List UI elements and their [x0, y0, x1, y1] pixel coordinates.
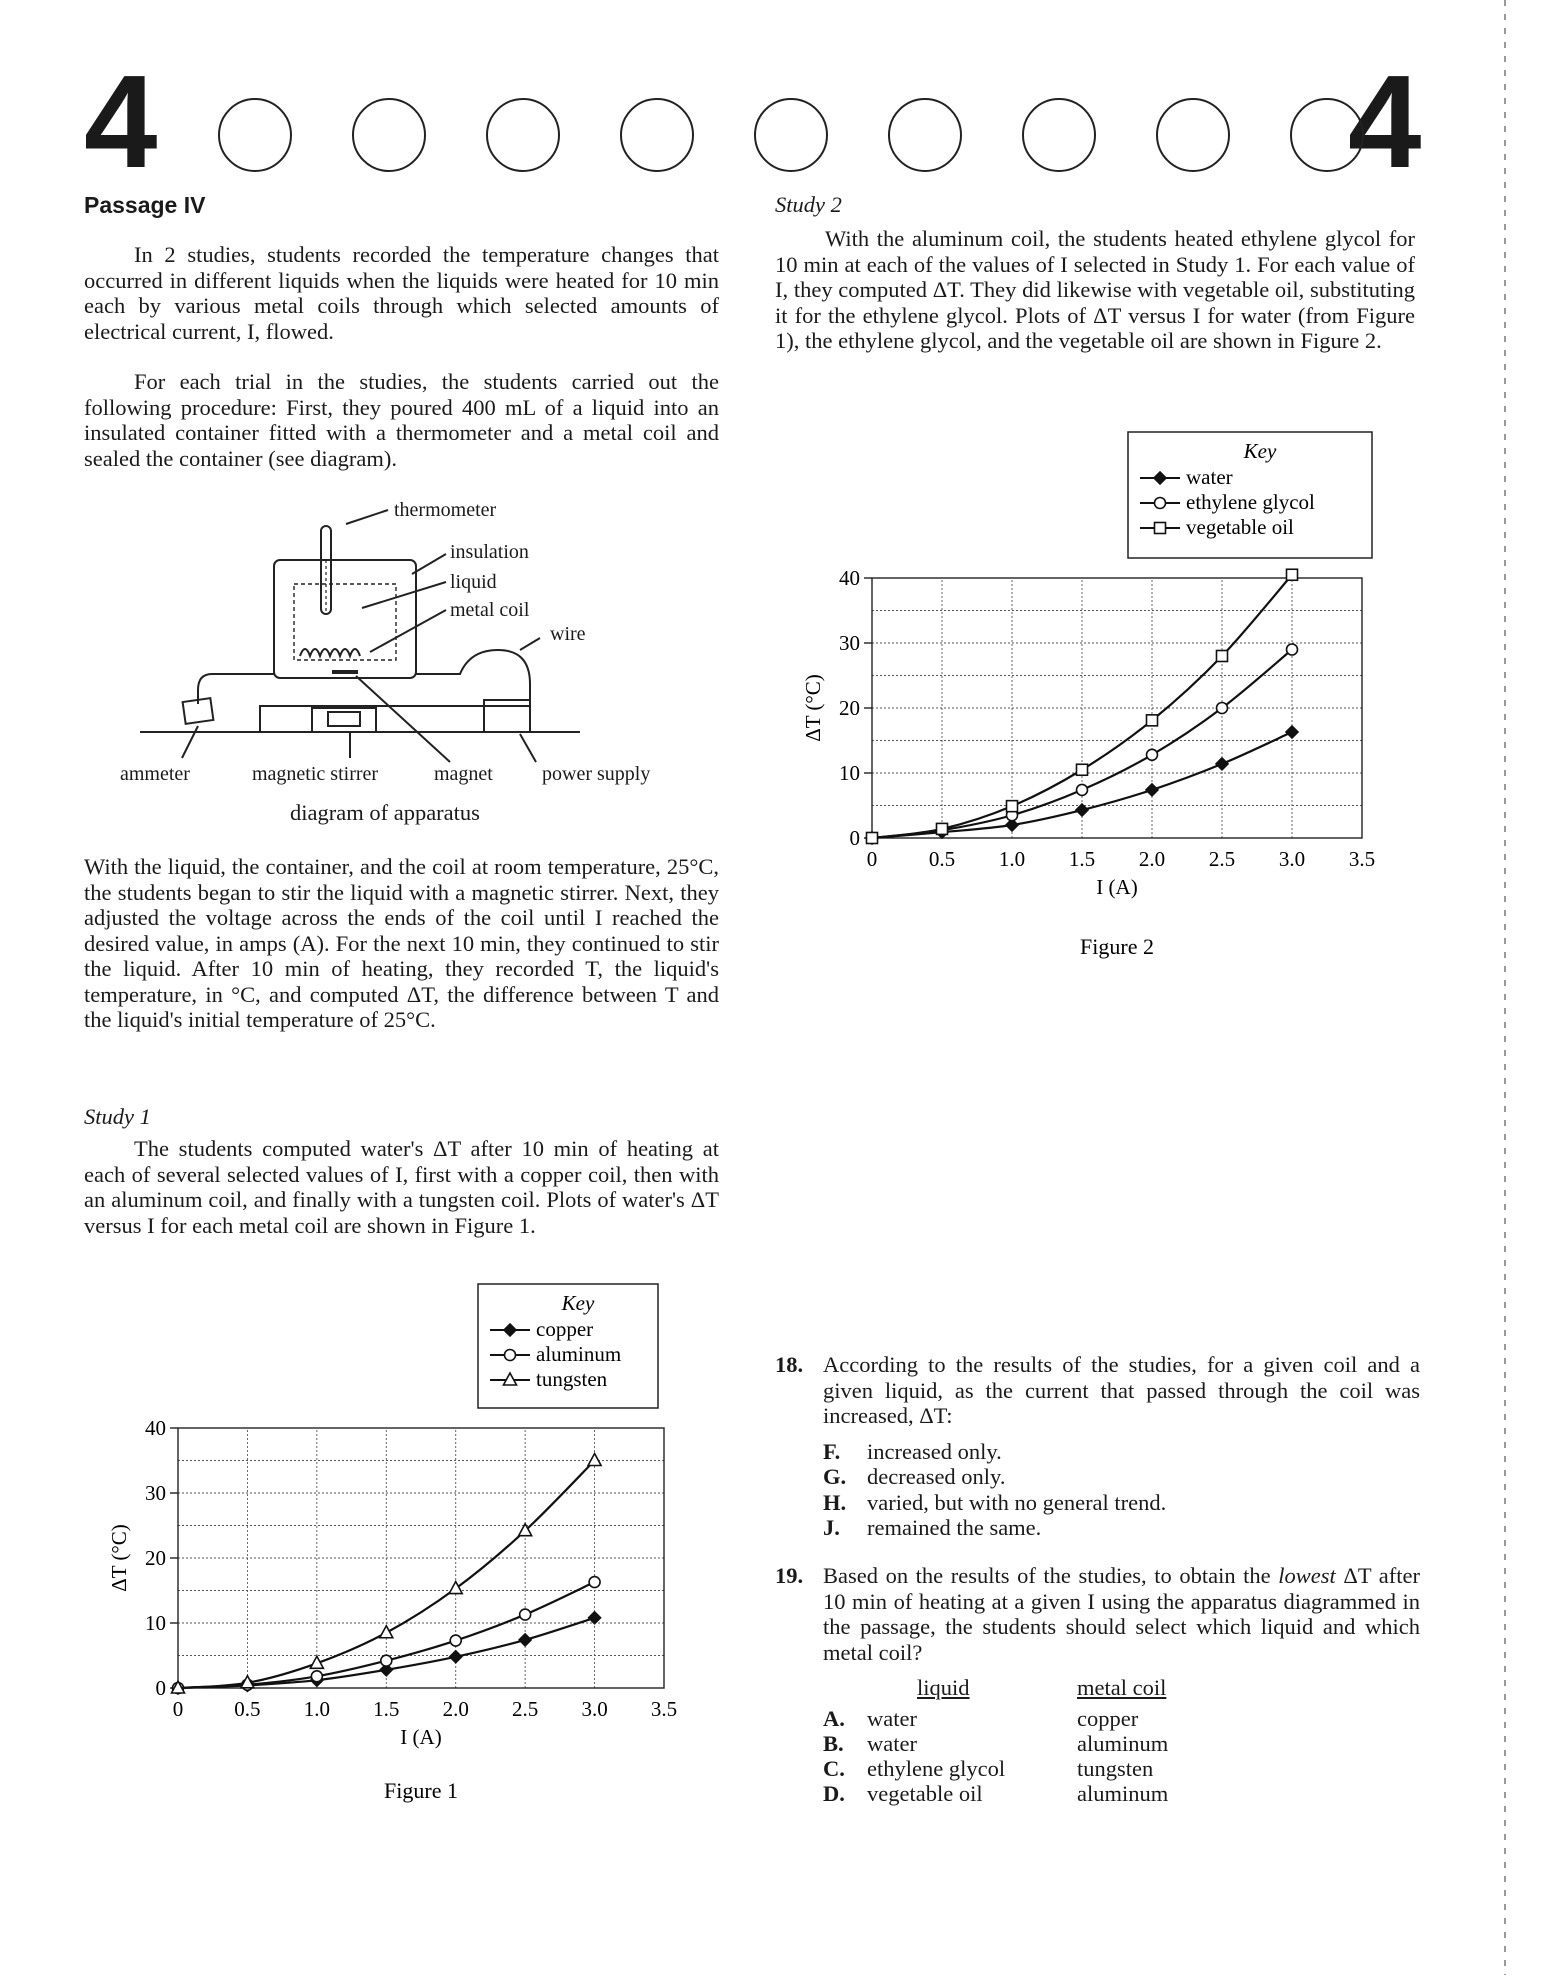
data-point — [1007, 801, 1018, 812]
x-tick-label: 3.0 — [1278, 847, 1306, 871]
label-magnet: magnet — [434, 763, 493, 785]
grid — [178, 1428, 664, 1688]
legend-entry: water — [1186, 465, 1233, 489]
label-magnetic-stirrer: magnetic stirrer — [252, 763, 379, 785]
x-tick-label: 1.0 — [303, 1697, 330, 1721]
series-line — [872, 575, 1292, 838]
data-point — [1217, 703, 1228, 714]
option-d[interactable]: D. vegetable oil aluminum — [823, 1781, 1169, 1806]
study2-title: Study 2 — [775, 192, 842, 217]
x-tick-label: 0.5 — [928, 847, 956, 871]
y-tick-label: 20 — [145, 1546, 166, 1570]
data-point — [1077, 784, 1088, 795]
section-number-left: 4 — [84, 48, 158, 195]
legend-title: Key — [561, 1291, 595, 1315]
figure-2-chart — [790, 428, 1390, 968]
data-point — [1147, 749, 1158, 760]
x-axis-label: I (A) — [400, 1725, 442, 1749]
x-tick-label: 0 — [172, 1697, 184, 1721]
data-point — [1146, 784, 1158, 796]
question-19-answer-table — [823, 1675, 1420, 1806]
question-18 — [775, 1352, 1420, 1541]
data-point — [450, 1651, 462, 1663]
apparatus-diagram — [100, 490, 720, 830]
data-point — [1287, 569, 1298, 580]
data-point — [1155, 523, 1166, 534]
header-circle — [218, 98, 292, 172]
y-tick-label: 40 — [839, 566, 860, 590]
header-circle — [352, 98, 426, 172]
data-point — [1217, 651, 1228, 662]
col-header-liquid: liquid — [917, 1675, 970, 1700]
grid — [872, 578, 1362, 838]
x-tick-label: 3.5 — [650, 1697, 678, 1721]
data-point — [589, 1612, 601, 1624]
label-insulation: insulation — [450, 541, 529, 563]
y-tick-label: 10 — [145, 1611, 166, 1635]
option-b[interactable]: B. water aluminum — [823, 1731, 1169, 1756]
legend — [1128, 432, 1372, 558]
x-axis-label: I (A) — [1096, 875, 1138, 899]
question-19-text: Based on the results of the studies, to obtain the lowest ΔT after 10 min of heating at a given I using the apparatus diagrammed in the passage, the students should select which liquid and which metal coil? — [823, 1563, 1420, 1665]
data-point — [589, 1577, 600, 1588]
figure-1-chart — [92, 1280, 692, 1803]
legend-title: Key — [1243, 439, 1277, 463]
option-a[interactable]: A. water copper — [823, 1706, 1139, 1731]
data-point — [450, 1635, 461, 1646]
thermometer-shape — [321, 526, 331, 614]
data-point — [311, 1671, 322, 1682]
x-tick-label: 2.5 — [1208, 847, 1236, 871]
data-point — [1077, 764, 1088, 775]
question-18-options — [823, 1439, 1420, 1541]
option-j[interactable]: J. remained the same. — [823, 1515, 1042, 1540]
header-circle — [888, 98, 962, 172]
header-circle — [486, 98, 560, 172]
data-point — [505, 1350, 516, 1361]
option-f[interactable]: F. increased only. — [823, 1438, 1002, 1464]
x-tick-label: 0.5 — [234, 1697, 261, 1721]
col-header-metal-coil: metal coil — [1077, 1675, 1167, 1700]
header-circle — [1156, 98, 1230, 172]
data-point — [380, 1626, 393, 1638]
header-circle — [1290, 98, 1364, 172]
x-tick-label: 2.0 — [1138, 847, 1166, 871]
question-19-number: 19. — [775, 1563, 804, 1588]
x-tick-label: 1.5 — [1068, 847, 1096, 871]
y-axis-label: ΔT (°C) — [801, 674, 825, 742]
option-h[interactable]: H. varied, but with no general trend. — [823, 1489, 1167, 1515]
data-point — [1216, 758, 1228, 770]
legend-entry: copper — [536, 1317, 594, 1341]
x-tick-label: 0 — [866, 847, 878, 871]
y-tick-label: 30 — [145, 1481, 166, 1505]
data-point — [1155, 498, 1166, 509]
data-point — [867, 833, 878, 844]
y-tick-label: 0 — [849, 826, 860, 850]
data-point — [1287, 644, 1298, 655]
data-point — [937, 823, 948, 834]
x-tick-label: 3.0 — [581, 1697, 608, 1721]
data-point — [449, 1582, 462, 1594]
header-circle — [1022, 98, 1096, 172]
label-thermometer: thermometer — [394, 499, 497, 521]
wire-right — [416, 650, 530, 700]
option-g[interactable]: G. decreased only. — [823, 1464, 1006, 1489]
study1-title: Study 1 — [84, 1104, 151, 1129]
label-liquid: liquid — [450, 571, 497, 593]
data-point — [520, 1609, 531, 1620]
question-18-text: According to the results of the studies, for a given coil and a given liquid, as the current that passed through the coil was increased, ΔT: — [823, 1352, 1420, 1428]
wire-left — [198, 674, 274, 704]
y-tick-label: 30 — [839, 631, 860, 655]
scan-edge — [1504, 0, 1506, 1975]
diagram-caption: diagram of apparatus — [290, 800, 480, 825]
y-axis-label: ΔT (°C) — [107, 1524, 131, 1592]
y-tick-label: 40 — [145, 1416, 166, 1440]
power-supply-box — [484, 700, 530, 732]
legend — [478, 1284, 658, 1408]
header-circle — [620, 98, 694, 172]
header-circle — [754, 98, 828, 172]
label-metal-coil: metal coil — [450, 599, 530, 621]
option-c[interactable]: C. ethylene glycol tungsten — [823, 1756, 1154, 1781]
data-point — [519, 1634, 531, 1646]
data-point — [1286, 726, 1298, 738]
intro-paragraph-1: In 2 studies, students recorded the temperature changes that occurred in different liquids when the liquids were heated for 10 min each by various metal coils through which selected amounts of electrical current, I, flowed. — [84, 242, 719, 344]
legend-entry: ethylene glycol — [1186, 490, 1315, 514]
figure-caption: Figure 2 — [1080, 934, 1154, 959]
y-tick-label: 20 — [839, 696, 860, 720]
label-ammeter: ammeter — [120, 763, 190, 785]
coil-shape — [300, 649, 360, 656]
x-tick-label: 1.5 — [373, 1697, 400, 1721]
x-tick-label: 3.5 — [1348, 847, 1376, 871]
intro-paragraph-2: For each trial in the studies, the students carried out the following procedure: First, they poured 400 mL of a liquid into an insulated container fitted with a thermometer and a metal coil and sealed the container (see diagram). — [84, 369, 719, 471]
container-outline — [274, 560, 416, 678]
procedure-paragraph: With the liquid, the container, and the coil at room temperature, 25°C, the students began to stir the liquid with a magnetic stirrer. Next, they adjusted the voltage across the ends of the coil until I reached the desired value, in amps (A). For the next 10 min, they continued to stir the liquid. After 10 min of heating, they recorded T, the liquid's temperature, in °C, and computed ΔT, the difference between T and the liquid's initial temperature of 25°C. — [84, 854, 719, 1032]
section-number-right: 4 — [1348, 48, 1422, 195]
label-power-supply: power supply — [542, 763, 651, 785]
legend-entry: tungsten — [536, 1367, 608, 1391]
x-tick-label: 2.0 — [442, 1697, 469, 1721]
base-shape — [260, 706, 530, 732]
question-18-number: 18. — [775, 1352, 804, 1377]
data-point — [1147, 715, 1158, 726]
legend-entry: aluminum — [536, 1342, 622, 1366]
data-point — [588, 1454, 601, 1466]
study1-paragraph: The students computed water's ΔT after 10 min of heating at each of several selected values of I, first with a copper coil, then with an aluminum coil, and finally with a tungsten coil. Plots of water's ΔT versus I for each metal coil are shown in Figure 1. — [84, 1136, 719, 1238]
figure-caption: Figure 1 — [384, 1778, 458, 1803]
y-tick-label: 0 — [155, 1676, 166, 1700]
data-point — [381, 1655, 392, 1666]
question-19 — [775, 1563, 1420, 1806]
passage-title: Passage IV — [84, 192, 206, 218]
x-tick-label: 2.5 — [512, 1697, 539, 1721]
label-wire: wire — [550, 623, 586, 645]
legend-entry: vegetable oil — [1186, 515, 1294, 539]
x-tick-label: 1.0 — [998, 847, 1026, 871]
y-tick-label: 10 — [839, 761, 860, 785]
study2-paragraph: With the aluminum coil, the students heated ethylene glycol for 10 min at each of the values of I selected in Study 1. For each value of I, they computed ΔT. They did likewise with vegetable oil, substituting it for the ethylene glycol. Plots of ΔT versus I for water (from Figure 1), the ethylene glycol, and the vegetable oil are shown in Figure 2. — [775, 226, 1415, 353]
